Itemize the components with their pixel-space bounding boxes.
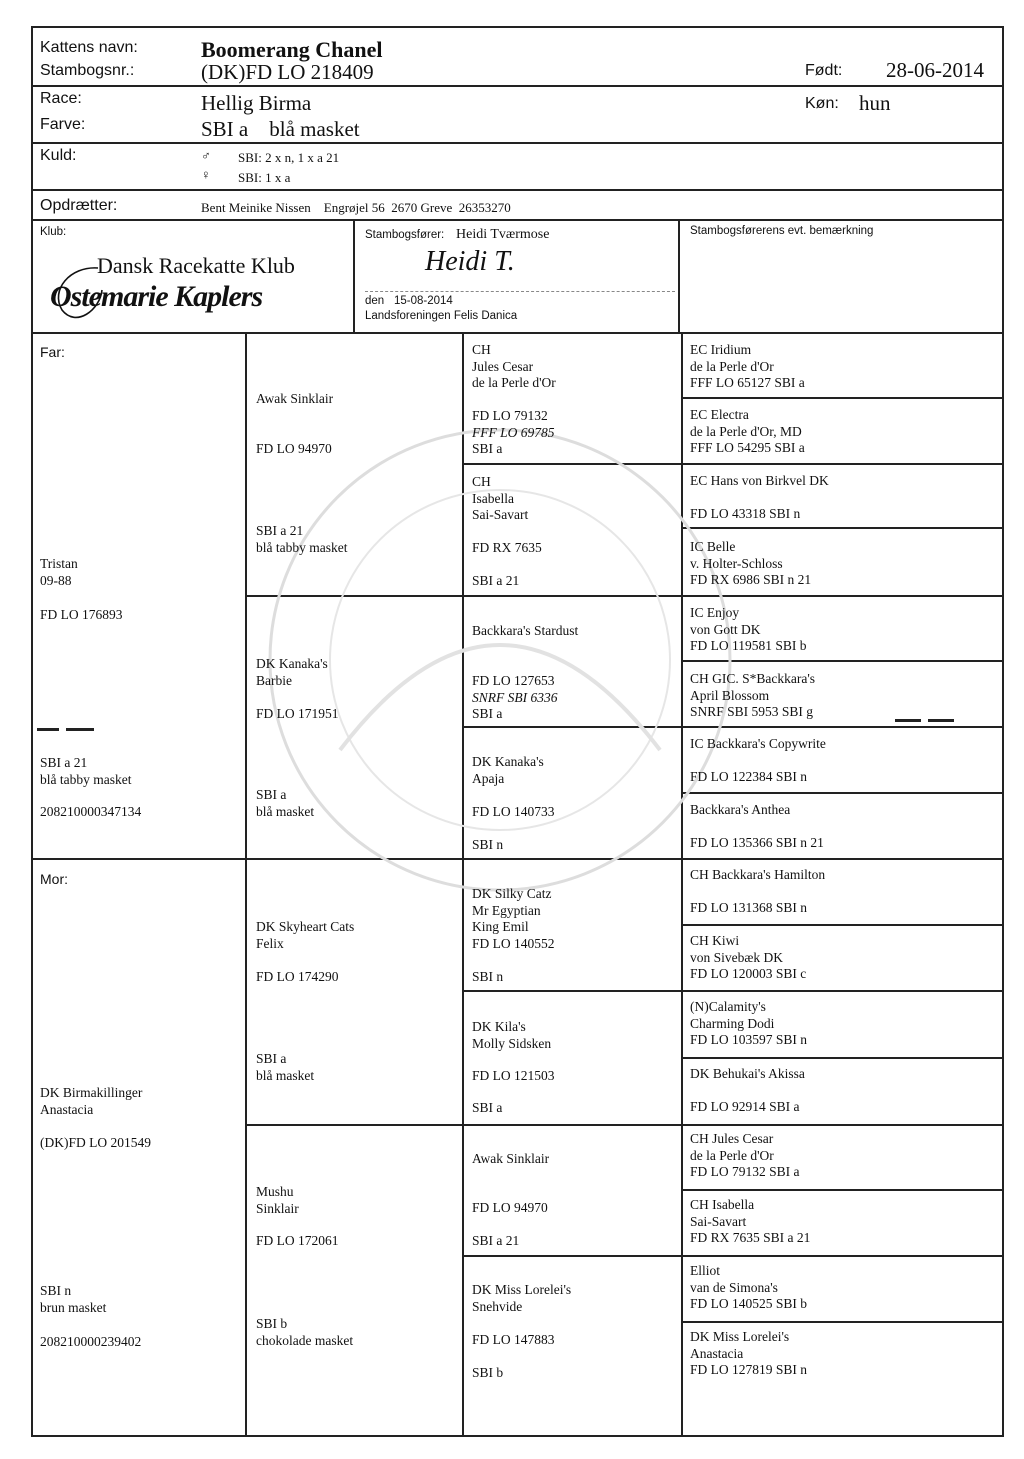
gen3-name: Backkara's Stardust — [472, 623, 579, 638]
gen3-name: DK Silky Catz — [472, 886, 552, 901]
gen4-name: EC Iridium — [690, 342, 752, 357]
gen4-name: Elliot — [690, 1263, 720, 1278]
gen3-sbi: SBI a 21 — [472, 573, 520, 588]
gen4-ancestor — [690, 736, 826, 786]
dam-label: Mor: — [40, 871, 68, 887]
gen2-color-line2: chokolade masket — [256, 1332, 354, 1348]
gen3-reg: FD LO 147883 — [472, 1332, 555, 1347]
gen4-name-line2 — [690, 1083, 805, 1100]
gen4-name: CH Jules Cesar — [690, 1131, 774, 1146]
sire-label: Far: — [40, 344, 65, 360]
gen2-reg: FD LO 171951 — [256, 706, 339, 721]
gen4-name: IC Belle — [690, 539, 736, 554]
gen3-reg: FD LO 121503 — [472, 1068, 555, 1083]
sire-reg: FD LO 176893 — [40, 607, 123, 622]
gen4-ancestor — [690, 1329, 807, 1379]
gen2-name: DK Kanaka's — [256, 656, 328, 671]
color-label: Farve: — [40, 116, 86, 133]
gen4-name-line2: Charming Dodi — [690, 1015, 775, 1031]
gen4-ancestor — [690, 473, 829, 523]
gen3-sbi: SBI a 21 — [472, 1233, 520, 1248]
reg-label: Stambogsnr.: — [40, 62, 135, 79]
gen2-reg: FD LO 174290 — [256, 969, 339, 984]
gen4-reg: FD LO 131368 SBI n — [690, 900, 808, 915]
gen2-color-line2: blå tabby masket — [256, 539, 348, 555]
gen4-reg: FD LO 103597 SBI n — [690, 1032, 808, 1047]
gen4-ancestor — [690, 1197, 810, 1247]
gen3-reg-alt: SNRF SBI 6336 — [472, 689, 558, 705]
gen4-reg: FD RX 6986 SBI n 21 — [690, 572, 812, 587]
gen3-name-line2: Molly Sidsken — [472, 1035, 552, 1051]
gen2-name: DK Skyheart Cats — [256, 919, 355, 934]
fold-mark — [37, 728, 59, 731]
fold-mark — [66, 728, 94, 731]
gen3-sbi: SBI b — [472, 1365, 504, 1380]
gen2-reg: FD LO 172061 — [256, 1233, 339, 1248]
sire-chip: 208210000347134 — [40, 804, 142, 819]
gen4-ancestor — [690, 933, 806, 983]
cat-name-label: Kattens navn: — [40, 39, 138, 56]
gen3-reg: FD LO 140552 — [472, 935, 555, 951]
gen4-name: CH Kiwi — [690, 933, 740, 948]
gen3-name-line3: King Emil — [472, 919, 529, 934]
gen4-name: IC Enjoy — [690, 605, 740, 620]
dam-color: SBI n — [40, 1283, 72, 1298]
gen4-name-line2: de la Perle d'Or, MD — [690, 423, 802, 439]
signature-line — [365, 291, 675, 292]
gen4-name: (N)Calamity's — [690, 999, 766, 1014]
gen4-ancestor — [690, 867, 825, 917]
gen4-reg: FFF LO 65127 SBI a — [690, 375, 805, 390]
gen4-reg: FD LO 79132 SBI a — [690, 1164, 800, 1179]
gen4-ancestor — [690, 342, 805, 392]
dam-name: DK Birmakillinger — [40, 1085, 143, 1100]
gen2-color: SBI a — [256, 787, 287, 802]
gen4-ancestor — [690, 539, 811, 589]
club-signature: Ostemarie Kaplers — [50, 280, 263, 313]
gen3-name-line2: de la Perle d'Or — [472, 375, 556, 390]
club-label: Klub: — [40, 226, 67, 238]
reg-number: (DK)FD LO 218409 — [201, 60, 374, 84]
club-name: Dansk Racekatte Klub — [97, 253, 295, 278]
gen3-name: Awak Sinklair — [472, 1151, 550, 1166]
race-value: Hellig Birma — [201, 91, 312, 115]
gen4-name: CH Backkara's Hamilton — [690, 867, 826, 882]
gen4-name-line2 — [690, 819, 824, 836]
gen3-sbi: SBI a — [472, 1100, 503, 1115]
gen2-color-line2: blå masket — [256, 803, 315, 819]
gen3-name: DK Kanaka's — [472, 754, 544, 769]
gen2-color: SBI a 21 — [256, 523, 304, 538]
gen2-name-line2: Felix — [256, 935, 284, 951]
gen4-ancestor — [690, 671, 815, 721]
gen4-name-line2 — [690, 884, 825, 901]
race-label: Race: — [40, 90, 82, 107]
gen4-reg: FD LO 43318 SBI n — [690, 506, 801, 521]
gen4-reg: FD LO 127819 SBI n — [690, 1362, 808, 1377]
gen4-name-line2: April Blossom — [690, 687, 770, 703]
registrar-label: Stambogsfører: — [365, 229, 445, 241]
female-symbol-icon: ♀ — [201, 167, 211, 182]
gen3-reg: FD RX 7635 — [472, 540, 542, 555]
cat-name: Boomerang Chanel — [201, 37, 383, 62]
gen4-name-line2 — [690, 753, 826, 770]
sex-value: hun — [859, 91, 891, 115]
gen3-name: Isabella — [472, 490, 514, 506]
gen2-name-line2: Barbie — [256, 672, 292, 688]
gen4-name-line2: de la Perle d'Or — [690, 358, 774, 374]
gen3-name: DK Miss Lorelei's — [472, 1282, 572, 1297]
gen3-sbi: SBI a — [472, 441, 503, 456]
gen4-reg: FD LO 119581 SBI b — [690, 638, 807, 653]
gen4-name-line2 — [690, 490, 829, 507]
dam-chip: 208210000239402 — [40, 1334, 142, 1349]
gen4-reg: FD LO 120003 SBI c — [690, 966, 807, 981]
gen4-ancestor — [690, 1131, 800, 1181]
born-date: 28-06-2014 — [886, 58, 984, 82]
gen4-ancestor — [690, 999, 807, 1049]
registrar-date: 15-08-2014 — [394, 295, 453, 307]
dam-name-line2: Anastacia — [40, 1101, 94, 1117]
gen2-color: SBI a — [256, 1051, 287, 1066]
gen4-name-line2: von Gott DK — [690, 621, 761, 637]
gen3-sbi: SBI n — [472, 837, 504, 852]
sire-color-line2: blå tabby masket — [40, 771, 132, 787]
gen3-sbi: SBI a — [472, 706, 503, 721]
gen4-name: CH Isabella — [690, 1197, 755, 1212]
gen4-ancestor — [690, 1263, 807, 1313]
gen3-reg: FD LO 127653 — [472, 673, 555, 688]
gen4-ancestor — [690, 802, 824, 852]
gen4-reg: SNRF SBI 5953 SBI g — [690, 704, 814, 719]
dam-reg: (DK)FD LO 201549 — [40, 1135, 151, 1150]
gen4-reg: FD LO 140525 SBI b — [690, 1296, 808, 1311]
litter-females: SBI: 1 x a — [238, 170, 291, 185]
gen4-name: IC Backkara's Copywrite — [690, 736, 826, 751]
gen4-reg: FD RX 7635 SBI a 21 — [690, 1230, 811, 1245]
gen4-ancestor — [690, 1066, 805, 1116]
gen3-reg: FD LO 94970 — [472, 1200, 548, 1215]
gen4-reg: FD LO 92914 SBI a — [690, 1099, 800, 1114]
male-symbol-icon: ♂ — [201, 148, 211, 163]
gen4-reg: FD LO 122384 SBI n — [690, 769, 808, 784]
registrar-org: Landsforeningen Felis Danica — [365, 310, 518, 322]
gen4-name-line2: v. Holter-Schloss — [690, 555, 783, 571]
gen4-name: EC Hans von Birkvel DK — [690, 473, 829, 488]
fold-mark — [895, 719, 921, 722]
registrar-name: Heidi Tværmose — [456, 227, 550, 242]
gen2-name-line2: Sinklair — [256, 1200, 299, 1216]
gen4-name: DK Miss Lorelei's — [690, 1329, 790, 1344]
gen3-name: Jules Cesar — [472, 358, 534, 374]
gen2-color: SBI b — [256, 1316, 288, 1331]
litter-males: SBI: 2 x n, 1 x a 21 — [238, 150, 340, 165]
gen2-color-line2: blå masket — [256, 1067, 315, 1083]
breeder-label: Opdrætter: — [40, 197, 118, 214]
gen4-name: Backkara's Anthea — [690, 802, 791, 817]
gen3-name-line2: Mr Egyptian — [472, 902, 541, 918]
gen4-name-line2: Sai-Savart — [690, 1213, 747, 1229]
gen3-title: CH — [472, 474, 491, 489]
sex-label: Køn: — [805, 95, 839, 112]
gen3-name: DK Kila's — [472, 1019, 526, 1034]
gen3-title: CH — [472, 342, 491, 357]
registrar-signature: Heidi T. — [425, 246, 515, 277]
gen4-ancestor — [690, 605, 807, 655]
gen3-reg: FD LO 79132 — [472, 408, 548, 423]
remark-label: Stambogsførerens evt. bemærkning — [690, 225, 874, 237]
gen4-name-line2: van de Simona's — [690, 1279, 778, 1295]
gen4-reg: FFF LO 54295 SBI a — [690, 440, 805, 455]
gen4-name: DK Behukai's Akissa — [690, 1066, 805, 1081]
gen4-name: EC Electra — [690, 407, 749, 422]
breeder-value: Bent Meinike Nissen Engrøjel 56 2670 Greve 26353270 — [201, 200, 511, 215]
gen4-name-line2: von Sivebæk DK — [690, 949, 784, 965]
gen3-reg-alt: FFF LO 69785 — [472, 424, 555, 440]
gen4-ancestor — [690, 407, 805, 457]
born-label: Født: — [805, 62, 843, 79]
gen4-reg: FD LO 135366 SBI n 21 — [690, 835, 824, 850]
gen4-name-line2: de la Perle d'Or — [690, 1147, 774, 1163]
litter-label: Kuld: — [40, 147, 77, 164]
sire-name: Tristan — [40, 556, 78, 571]
gen3-name-line2: Sai-Savart — [472, 507, 529, 522]
gen3-sbi: SBI n — [472, 969, 504, 984]
fold-mark — [928, 719, 954, 722]
gen2-name: Awak Sinklair — [256, 391, 334, 406]
registrar-date-label: den — [365, 295, 385, 307]
gen3-name-line2: Apaja — [472, 770, 505, 786]
gen2-name: Mushu — [256, 1184, 294, 1199]
sire-name-line2: 09-88 — [40, 572, 72, 588]
sire-color: SBI a 21 — [40, 755, 88, 770]
gen3-name-line2: Snehvide — [472, 1298, 523, 1314]
gen2-reg: FD LO 94970 — [256, 441, 332, 456]
gen4-name: CH GIC. S*Backkara's — [690, 671, 816, 686]
gen3-reg: FD LO 140733 — [472, 804, 555, 819]
color-value: SBI a blå masket — [201, 117, 360, 141]
dam-color-line2: brun masket — [40, 1299, 107, 1315]
gen4-name-line2: Anastacia — [690, 1345, 744, 1361]
